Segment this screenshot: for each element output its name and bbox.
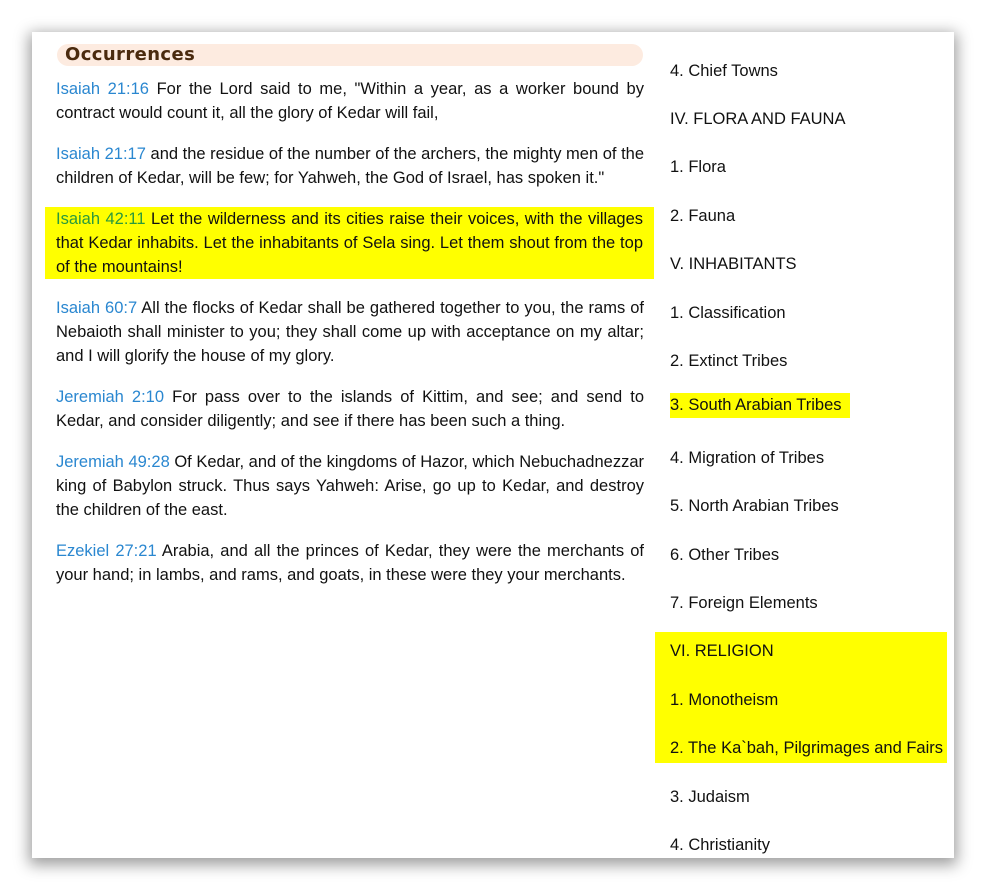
verse-text: All the flocks of Kedar shall be gathered together to you, the rams of Nebaioth shall minister to you; they shall come up with acceptance on my altar; and I will glorify the house of my glory. — [56, 299, 644, 365]
toc-item-north-arabian-tribes[interactable]: 5. North Arabian Tribes — [670, 497, 839, 515]
verse-link[interactable]: Isaiah 42:11 — [56, 210, 146, 228]
toc-item-judaism[interactable]: 3. Judaism — [670, 788, 750, 806]
verse-text: Of Kedar, and of the kingdoms of Hazor, which Nebuchadnezzar king of Babylon struck. Thus says Yahweh: Arise, go up to Kedar, and destroy the children of the east. — [56, 453, 644, 519]
occurrence-item — [56, 296, 644, 368]
verse-link[interactable]: Jeremiah 49:28 — [56, 453, 170, 471]
occurrences-panel — [32, 32, 654, 858]
verse-text: Arabia, and all the princes of Kedar, they were the merchants of your hand; in lambs, and rams, and goats, in these were they your merchants. — [56, 542, 644, 584]
verse-text: For pass over to the islands of Kittim, and see; and send to Kedar, and consider diligently; and see if there has been such a thing. — [56, 388, 644, 430]
toc-item-south-arabian-tribes[interactable]: 3. South Arabian Tribes — [670, 393, 850, 418]
verse-link[interactable]: Isaiah 60:7 — [56, 299, 138, 317]
toc-item-other-tribes[interactable]: 6. Other Tribes — [670, 546, 780, 564]
toc-item-inhabitants[interactable]: V. INHABITANTS — [670, 255, 797, 273]
toc-item-chief-towns[interactable]: 4. Chief Towns — [670, 62, 778, 80]
toc-item-flora[interactable]: 1. Flora — [670, 158, 726, 176]
occurrence-item — [56, 77, 644, 125]
occurrences-heading: Occurrences — [57, 44, 643, 66]
occurrence-item — [56, 142, 644, 190]
toc-item-monotheism[interactable]: 1. Monotheism — [670, 691, 779, 709]
toc-item-christianity[interactable]: 4. Christianity — [670, 836, 770, 854]
occurrence-item — [56, 539, 644, 587]
verse-text: Let the wilderness and its cities raise their voices, with the villages that Kedar inhabits. Let the inhabitants of Sela sing. Let them shout from the top of the mountains! — [56, 210, 643, 276]
occurrence-item — [56, 385, 644, 433]
verse-link[interactable]: Jeremiah 2:10 — [56, 388, 165, 406]
toc-item-kabah-pilgrimages-fairs[interactable]: 2. The Ka`bah, Pilgrimages and Fairs — [670, 739, 943, 757]
toc-item-flora-and-fauna[interactable]: IV. FLORA AND FAUNA — [670, 110, 846, 128]
content-card — [32, 32, 954, 858]
toc-item-religion[interactable]: VI. RELIGION — [670, 642, 774, 660]
toc-item-extinct-tribes[interactable]: 2. Extinct Tribes — [670, 352, 788, 370]
verse-link[interactable]: Isaiah 21:16 — [56, 80, 149, 98]
toc-item-classification[interactable]: 1. Classification — [670, 304, 786, 322]
verse-text: For the Lord said to me, "Within a year, as a worker bound by contract would count it, all the glory of Kedar will fail, — [56, 80, 644, 122]
toc-item-fauna[interactable]: 2. Fauna — [670, 207, 736, 225]
verse-text: and the residue of the number of the archers, the mighty men of the children of Kedar, will be few; for Yahweh, the God of Israel, has spoken it." — [56, 145, 645, 187]
occurrence-item — [56, 450, 644, 522]
verse-link[interactable]: Ezekiel 27:21 — [56, 542, 157, 560]
toc-item-migration-of-tribes[interactable]: 4. Migration of Tribes — [670, 449, 825, 467]
toc-item-foreign-elements[interactable]: 7. Foreign Elements — [670, 594, 818, 612]
table-of-contents — [655, 32, 954, 858]
verse-link[interactable]: Isaiah 21:17 — [56, 145, 146, 163]
occurrence-item-highlighted — [45, 207, 654, 279]
